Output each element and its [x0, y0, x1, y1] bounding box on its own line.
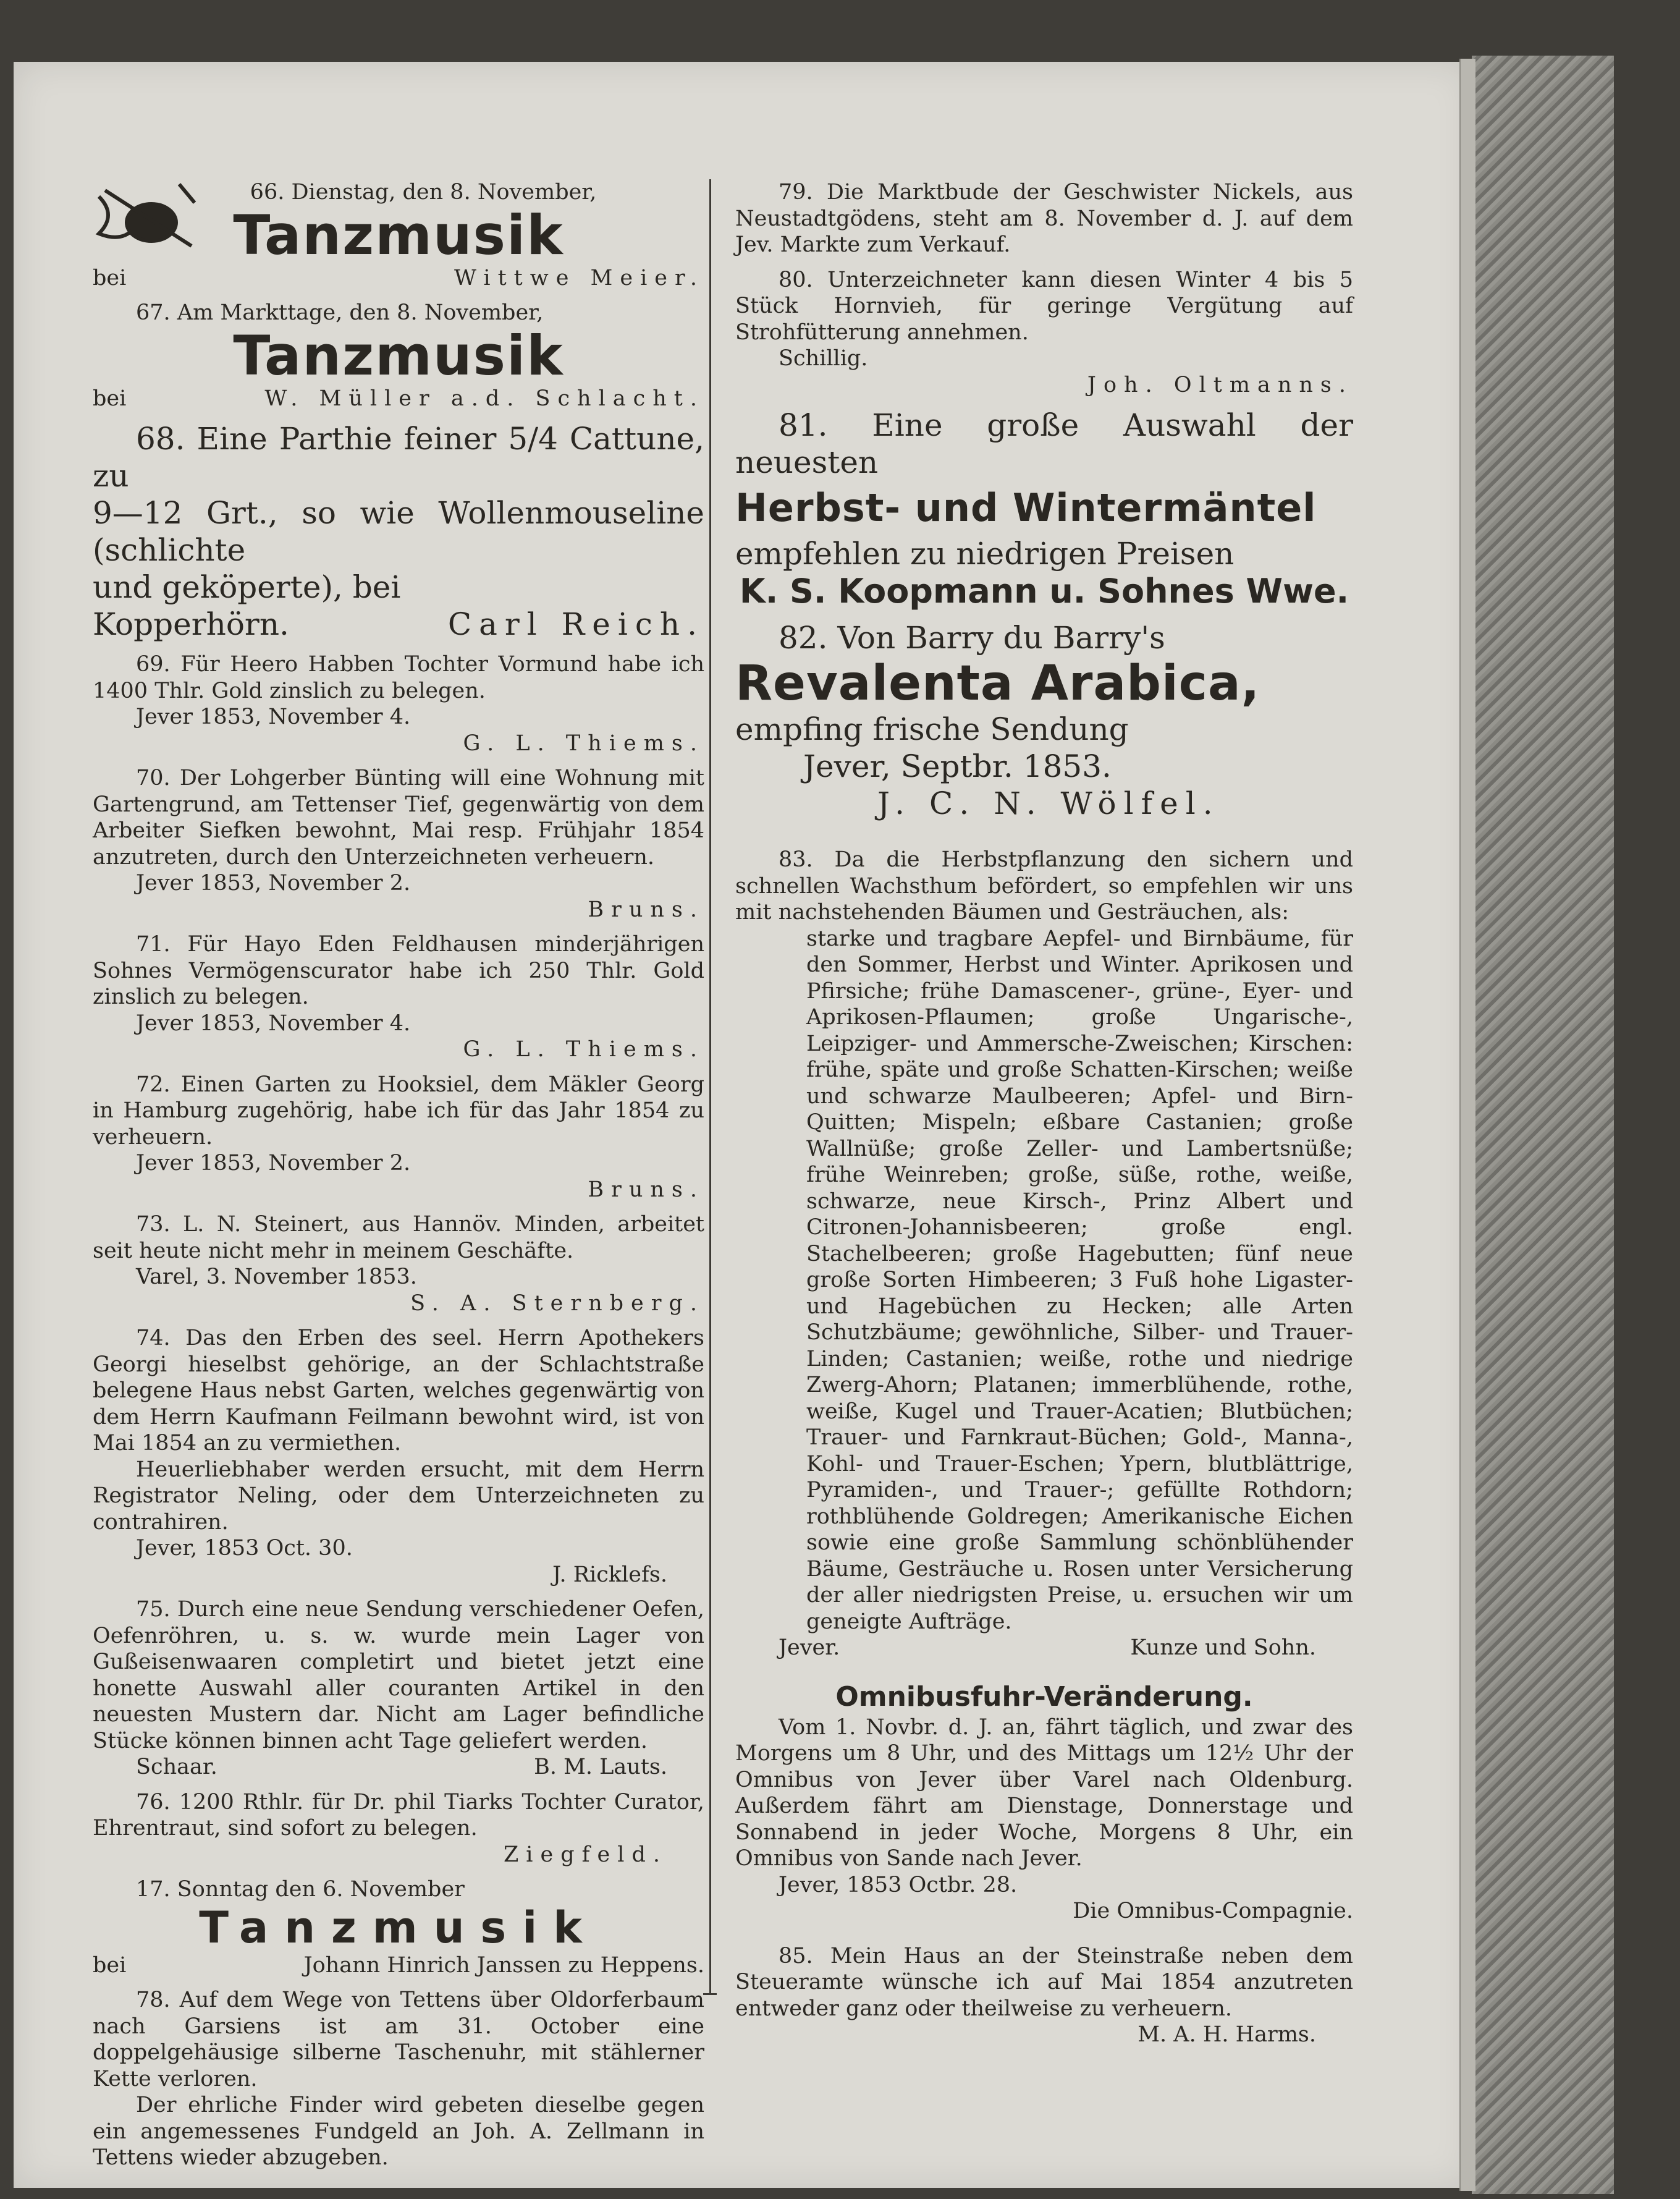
ad-80-text: 80. Unterzeichneter kann diesen Winter 4 bis 5 Stück Hornvieh, für geringe Vergütung auf Strohfütterung annehmen. [735, 267, 1353, 345]
ad-75-sig: B. M. Lauts. [534, 1755, 667, 1779]
ad-81-l4: empfehlen zu niedrigen Preisen [735, 536, 1235, 572]
ad-67-bei: bei [93, 386, 127, 411]
ad-68-name: Carl Reich. [447, 606, 704, 642]
ad-69-date: Jever 1853, November 4. [136, 705, 411, 729]
ad-83-place: Jever. [779, 1635, 840, 1660]
ad-72 [93, 1072, 704, 1203]
ad-78-text: 78. Auf dem Wege von Tettens über Oldorferbaum nach Garsiens ist am 31. October eine doppelgehäusige silberne Taschenuhr, mit stählerner Kette verloren. [93, 1988, 704, 2091]
ad-81-l1: 81. Eine große Auswahl der [779, 407, 1353, 443]
ad-71-text: 71. Für Hayo Eden Feldhausen minderjährigen Sohnes Vermögenscurator habe ich 250 Thlr. Gold zinslich zu belegen. [93, 932, 704, 1009]
ad-80-place: Schillig. [779, 346, 868, 371]
ad-83-text: 83. Da die Herbstpflanzung den sichern und schnellen Wachsthum befördert, so empfehlen wir uns mit nachstehenden Bäumen und Gesträuchen, als: [735, 847, 1353, 925]
ad-75-text: 75. Durch eine neue Sendung verschiedener Oefen, Oefenröhren, u. s. w. wurde mein Lager von Gußeisenwaaren completirt und bietet jetzt eine honette Auswahl aller couranten Artikel in den neuesten Mustern dar. Nicht am Lager befindliche Stücke können binnen acht Tage geliefert werden. [93, 1597, 704, 1753]
ad-82 [735, 619, 1353, 822]
ad-75-place: Schaar. [136, 1755, 217, 1779]
ad-71 [93, 931, 704, 1063]
ad-68-place: Kopperhörn. [93, 606, 289, 642]
ad-78 [93, 1987, 704, 2171]
ad-66-head: 66. Dienstag, den 8. November, [250, 180, 597, 205]
ad-66 [93, 179, 704, 291]
ad-69-sig: G. L. Thiems. [463, 731, 704, 756]
ad-17-who: Johann Hinrich Janssen zu Heppens. [303, 1952, 704, 1978]
ad-79 [735, 179, 1353, 258]
ad-72-date: Jever 1853, November 2. [136, 1151, 411, 1176]
ad-17-title: Tanzmusik [199, 1902, 598, 1953]
ad-73-date: Varel, 3. November 1853. [136, 1265, 417, 1289]
ad-74-text: 74. Das den Erben des seel. Herrn Apothekers Georgi hieselbst gehörige, an der Schlachtstraße belegene Haus nebst Garten, welches gegenwärtig von dem Herrn Kaufmann Feilmann bewohnt wird, ist von Mai 1854 an zu vermiethen. [93, 1326, 704, 1455]
ad-74-date: Jever, 1853 Oct. 30. [136, 1536, 353, 1561]
ad-75 [93, 1596, 704, 1781]
ad-83-list: starke und tragbare Aepfel- und Birnbäume, für den Sommer, Herbst und Winter. Aprikosen und Pfirsiche; frühe Damascener-, grüne-, Eyer- und Aprikosen-Pflaumen; große Ungarische-, Leipziger- und Ammersche-Zweischen; Kirschen: frühe, späte und große Schatten-Kirschen; weiße und schwarze Maulbeeren; Apfel- und Birn-Quitten; Mispeln; eßbare Castanien; große Wallnüße; große Zeller- und Lambertsnüße; frühe Weinreben; große, süße, rothe, weiße, schwarze, neue Kirsch-, Prinz Albert und Citronen-Johannisbeeren; große engl. Stachelbeeren; große Hagebutten; fünf neue große Sorten Himbeeren; 3 Fuß hohe Ligaster- und Hagebüchen zu Hecken; alle Arten Schutzbäume; gewöhnliche, Silber- und Trauer-Linden; Castanien; weiße, rothe und niedrige Zwerg-Ahorn; Platanen; immerblühende, rothe, weiße, Kugel und Trauer-Acatien; Blutbüchen; Trauer- und Farnkraut-Büchen; Gold-, Manna-, Kohl- und Trauer-Eschen; Ypern, blutblättrige, Pyramiden-, und Trauer-; gefüllte Rothdorn; rothblühende Goldregen; Amerikanische Eichen sowie eine große Sammlung schönblühender Bäume, Gesträuche u. Rosen unter Versicherung der aller niedrigsten Preise, u. ersuchen wir um geneigte Aufträge. [806, 926, 1353, 1634]
ad-70-date: Jever 1853, November 2. [136, 871, 411, 896]
ad-68 [93, 420, 704, 643]
page-edge [1459, 59, 1475, 2191]
ad-78-text2: Der ehrliche Finder wird gebeten dieselbe gegen ein angemessenes Fundgeld an Joh. A. Zellmann in Tettens wieder abzugeben. [93, 2093, 704, 2170]
ad-82-l5: J. C. N. Wölfel. [877, 786, 1220, 821]
right-column [735, 179, 1353, 2048]
ad-71-date: Jever 1853, November 4. [136, 1011, 411, 1036]
ad-73-text: 73. L. N. Steinert, aus Hannöv. Minden, arbeitet seit heute nicht mehr in meinem Geschäfte. [93, 1212, 704, 1263]
column-end-rule [703, 1993, 717, 1995]
ad-80-sig: Joh. Oltmanns. [1087, 372, 1353, 397]
ad-83-sig: Kunze und Sohn. [1130, 1635, 1316, 1660]
ad-67 [93, 300, 704, 412]
ad-83 [735, 847, 1353, 1661]
ad-17-head: 17. Sonntag den 6. November [136, 1877, 465, 1902]
ad-80 [735, 267, 1353, 399]
ad-76-sig: Ziegfeld. [503, 1842, 667, 1867]
ad-82-l3: empfing frische Sendung [735, 711, 1129, 747]
ad-67-who: W. Müller a.d. Schlacht. [264, 386, 704, 411]
omnibus-title: Omnibusfuhr-Veränderung. [835, 1680, 1253, 1713]
omnibus-text: Vom 1. Novbr. d. J. an, fährt täglich, und zwar des Morgens um 8 Uhr, und des Mittags um 12½ Uhr der Omnibus von Jever über Varel nach Oldenburg. Außerdem fährt am Dienstage, Donnerstage und Sonnabend in jeder Woche, Morgens 8 Uhr, ein Omnibus von Sande nach Jever. [735, 1714, 1353, 1871]
ad-67-title: Tanzmusik [233, 323, 564, 388]
ad-66-who: Wittwe Meier. [454, 265, 704, 290]
ad-68-l1: 68. Eine Parthie feiner 5/4 Cattune, zu [93, 421, 704, 494]
ad-74-text2: Heuerliebhaber werden ersucht, mit dem Herrn Registrator Neling, oder dem Unterzeichneten zu contrahiren. [93, 1457, 704, 1535]
ad-81-l5: K. S. Koopmann u. Sohnes Wwe. [739, 572, 1349, 611]
book-spine [1472, 56, 1614, 2194]
ad-omnibus [735, 1680, 1353, 1925]
ad-69-text: 69. Für Heero Habben Tochter Vormund habe ich 1400 Thlr. Gold zinslich zu belegen. [93, 652, 704, 703]
ad-81-l2: neuesten [735, 444, 879, 480]
ad-66-title: Tanzmusik [233, 203, 564, 267]
ad-74 [93, 1325, 704, 1588]
ad-76-text: 76. 1200 Rthlr. für Dr. phil Tiarks Tochter Curator, Ehrentraut, sind sofort zu belegen. [93, 1789, 704, 1841]
ad-85-sig: M. A. H. Harms. [1138, 2022, 1316, 2047]
left-column [93, 179, 704, 2171]
ad-82-l2: Revalenta Arabica, [735, 656, 1260, 711]
ad-70-text: 70. Der Lohgerber Bünting will eine Wohnung mit Gartengrund, am Tettenser Tief, gegenwärtig von dem Arbeiter Siefken bewohnt, Mai resp. Frühjahr 1854 anzutreten, durch den Unterzeichneten verheuern. [93, 766, 704, 870]
ad-66-bei: bei [93, 265, 127, 290]
ad-79-text: 79. Die Marktbude der Geschwister Nickels, aus Neustadtgödens, steht am 8. November d. J. auf dem Jev. Markte zum Verkauf. [735, 180, 1353, 257]
ad-74-sig: J. Ricklefs. [552, 1562, 667, 1587]
ad-82-l1: 82. Von Barry du Barry's [779, 620, 1165, 656]
ad-67-head: 67. Am Markttage, den 8. November, [136, 300, 544, 325]
ad-73 [93, 1211, 704, 1316]
ad-73-sig: S. A. Sternberg. [410, 1290, 704, 1316]
ad-81 [735, 407, 1353, 611]
ad-72-sig: Bruns. [588, 1177, 704, 1202]
ad-85-text: 85. Mein Haus an der Steinstraße neben dem Steueramte wünsche ich auf Mai 1854 anzutreten entweder ganz oder theilweise zu verheuern. [735, 1943, 1353, 2021]
ad-76 [93, 1789, 704, 1868]
ad-71-sig: G. L. Thiems. [463, 1037, 704, 1062]
omnibus-sig: Die Omnibus-Compagnie. [1073, 1899, 1353, 1923]
ad-70-sig: Bruns. [588, 897, 704, 922]
ad-68-l3: und geköperte), bei [93, 569, 401, 605]
ad-17 [93, 1876, 704, 1978]
ad-85 [735, 1943, 1353, 2048]
ad-69 [93, 651, 704, 756]
ad-68-l2: 9—12 Grt., so wie Wollenmouseline (schlichte [93, 495, 704, 568]
omnibus-date: Jever, 1853 Octbr. 28. [779, 1872, 1018, 1897]
column-divider [709, 179, 711, 1993]
ad-81-l3: Herbst- und Wintermäntel [735, 485, 1317, 530]
ad-17-bei: bei [93, 1952, 127, 1978]
ad-82-l4: Jever, Septbr. 1853. [803, 748, 1112, 784]
ad-70 [93, 765, 704, 923]
ad-72-text: 72. Einen Garten zu Hooksiel, dem Mäkler Georg in Hamburg zugehörig, habe ich für das Jahr 1854 zu verheuern. [93, 1072, 704, 1150]
